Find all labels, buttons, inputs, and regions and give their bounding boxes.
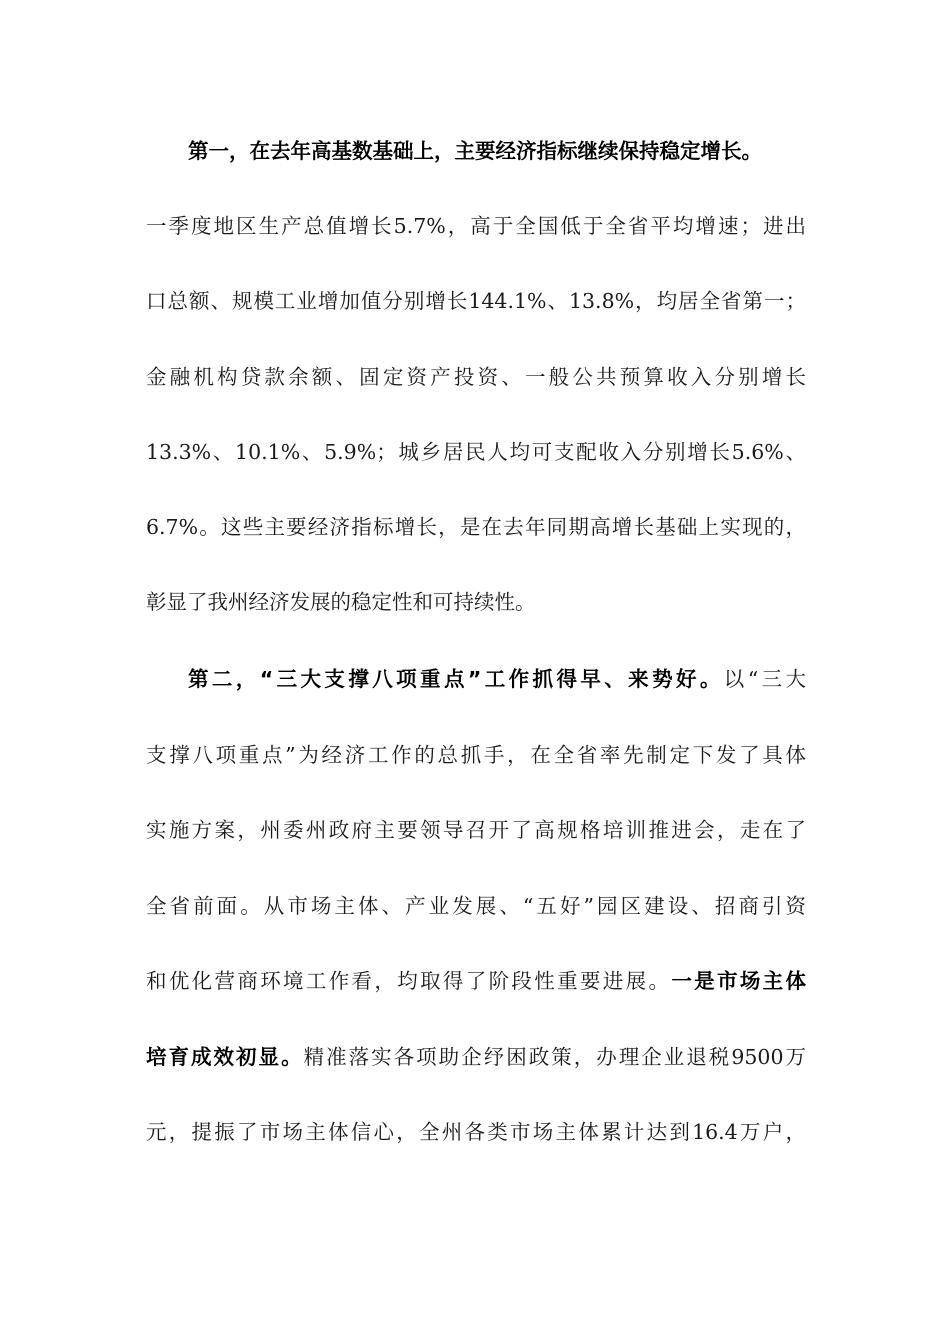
paragraph-2-line-2: 支撑八项重点”为经济工作的总抓手，在全省率先制定下发了具体 [146,743,806,767]
paragraph-2-text: 以“三大 [723,667,806,691]
paragraph-2-heading: 第二，“三大支撑八项重点”工作抓得早、来势好。 [188,667,724,691]
paragraph-2-text: 精准落实各项助企纾困政策，办理企业退税9500万 [303,1045,806,1069]
paragraph-1-line-6: 6.7%。这些主要经济指标增长，是在去年同期高增长基础上实现的， [146,515,806,539]
paragraph-2-line-1 [188,662,806,696]
paragraph-1-line-2: 一季度地区生产总值增长5.7%，高于全国低于全省平均增速；进出 [146,214,806,238]
paragraph-1-heading: 第一，在去年高基数基础上，主要经济指标继续保持稳定增长。 [188,139,762,163]
paragraph-1-line-7: 彰显了我州经济发展的稳定性和可持续性。 [146,590,536,614]
paragraph-1-line-3: 口总额、规模工业增加值分别增长144.1%、13.8%，均居全省第一； [146,289,806,313]
paragraph-1-line-4: 金融机构贷款余额、固定资产投资、一般公共预算收入分别增长 [146,365,806,389]
paragraph-2-line-4: 全省前面。从市场主体、产业发展、“五好”园区建设、招商引资 [146,894,806,918]
paragraph-2-line-3: 实施方案，州委州政府主要领导召开了高规格培训推进会，走在了 [146,818,806,842]
paragraph-1-line-1 [188,134,806,168]
paragraph-2-text: 和优化营商环境工作看，均取得了阶段性重要进展。 [146,969,672,993]
subpoint-1-heading-cont: 培育成效初显。 [146,1045,304,1069]
paragraph-1-line-5: 13.3%、10.1%、5.9%；城乡居民人均可支配收入分别增长5.6%、 [146,440,806,464]
paragraph-2-line-7: 元，提振了市场主体信心，全州各类市场主体累计达到16.4万户， [146,1120,806,1144]
subpoint-1-heading: 一是市场主体 [671,969,806,993]
paragraph-2-line-5 [146,964,806,998]
paragraph-2-line-6 [146,1040,806,1074]
